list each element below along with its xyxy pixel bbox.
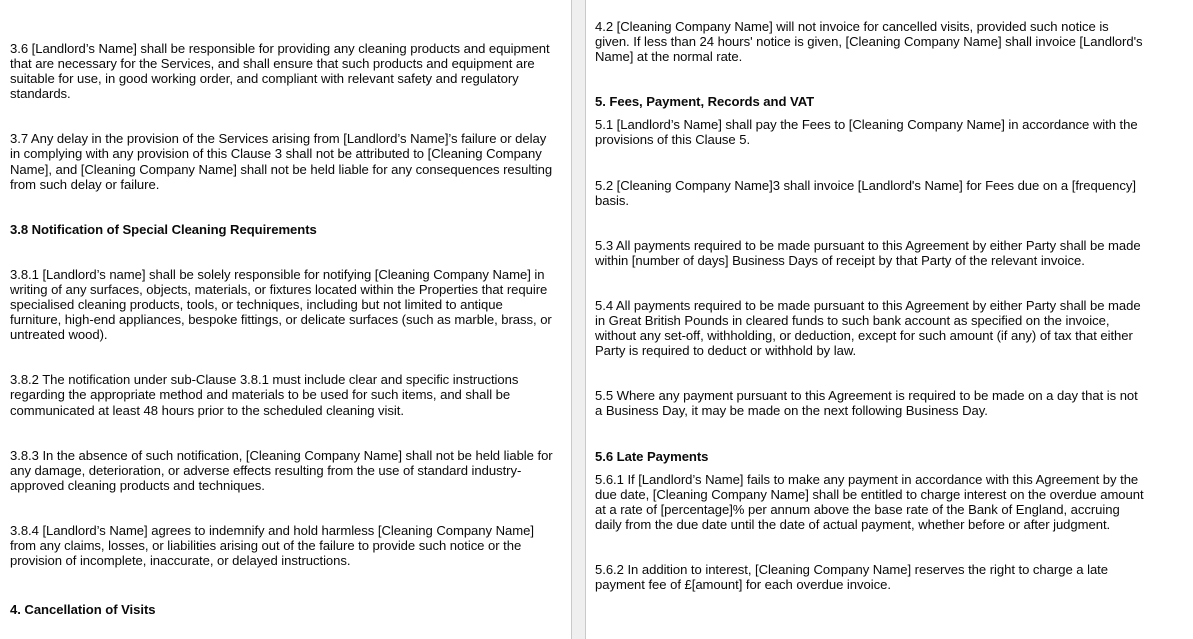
- paragraph-clause-3-8-4: 3.8.4 [Landlord’s Name] agrees to indemnify and hold harmless [Cleaning Company Name] from any claims, losses, or liabilities arising out of the failure to provide such notice or the provision of incomplete, inaccurate, or delayed instructions.: [10, 522, 534, 569]
- page-top-margin: [595, 0, 1145, 19]
- paragraph-clause-5-1: 5.1 [Landlord’s Name] shall pay the Fees to [Cleaning Company Name] in accordance with the provisions of this Clause 5.: [595, 117, 1138, 148]
- paragraph-gap: [595, 532, 1145, 562]
- paragraph-gap: [595, 358, 1145, 388]
- paragraph-gap: [595, 208, 1145, 238]
- paragraph-clause-5-3: 5.3 All payments required to be made pursuant to this Agreement by either Party shall be made within [number of days] Business Days of receipt by that Party of the relevant invoice.: [595, 237, 1141, 268]
- paragraph-clause-5-4: 5.4 All payments required to be made pursuant to this Agreement by either Party shall be made in Great British Pounds in cleared funds to such bank account as specified on the invoice, without any set-off, withholding, or deduction, except for such amount (if any) of tax that either Party is required to deduct or withhold by law.: [595, 297, 1141, 359]
- paragraph-gap: [595, 464, 1145, 472]
- paragraph-gap: [10, 418, 553, 448]
- paragraph-clause-3-6: 3.6 [Landlord’s Name] shall be responsible for providing any cleaning products and equipment that are necessary for the Services, and shall ensure that such products and equipment are suitable for use, in good working order, and compliant with relevant safety and regulatory standards.: [10, 41, 550, 102]
- paragraph-clause-5-6-1: 5.6.1 If [Landlord’s Name] fails to make any payment in accordance with this Agreement by the due date, [Cleaning Company Name] shall be entitled to charge interest on the overdue amount at a rate of [percentage]% per annum above the base rate of the Bank of England, accruing daily from the due date until the date of actual payment, whether before or after judgment.: [595, 471, 1144, 532]
- heading-4: 4. Cancellation of Visits: [10, 602, 156, 618]
- paragraph-gap: [595, 64, 1145, 94]
- paragraph-gap: [10, 493, 553, 523]
- document-page-right: [586, 0, 1193, 639]
- paragraph-gap: [10, 568, 553, 602]
- paragraph-clause-3-8-3: 3.8.3 In the absence of such notification, [Cleaning Company Name] shall not be held liable for any damage, deterioration, or adverse effects resulting from the use of standard industry-approved cleaning products and techniques.: [10, 447, 553, 493]
- paragraph-gap: [10, 237, 553, 267]
- heading-5: 5. Fees, Payment, Records and VAT: [595, 94, 815, 110]
- document-page-left: [0, 0, 571, 639]
- paragraph-clause-3-7: 3.7 Any delay in the provision of the Services arising from [Landlord’s Name]’s failure or delay in complying with any provision of this Clause 3 shall not be attributed to [Cleaning Company Name], and [Cleaning Company Name] shall not be held liable for any consequences resulting from such delay or failure.: [10, 131, 553, 192]
- paragraph-gap: [595, 419, 1145, 449]
- paragraph-gap: [10, 192, 553, 222]
- paragraph-clause-5-6-2: 5.6.2 In addition to interest, [Cleaning Company Name] reserves the right to charge a late payment fee of £[amount] for each overdue invoice.: [595, 561, 1108, 593]
- paragraph-gap: [10, 342, 553, 372]
- heading-3-8: 3.8 Notification of Special Cleaning Requirements: [10, 221, 317, 237]
- page-gutter-divider: [571, 0, 586, 639]
- paragraph-clause-5-5: 5.5 Where any payment pursuant to this Agreement is required to be made on a day that is not a Business Day, it may be made on the next following Business Day.: [595, 388, 1138, 419]
- heading-5-6: 5.6 Late Payments: [595, 448, 709, 464]
- paragraph-clause-4-2: 4.2 [Cleaning Company Name] will not invoice for cancelled visits, provided such notice is given. If less than 24 hours' notice is given, [Cleaning Company Name] shall invoice [Landlord's Name] at the normal rate.: [595, 19, 1143, 65]
- paragraph-clause-5-2: 5.2 [Cleaning Company Name]3 shall invoice [Landlord's Name] for Fees due on a [frequency] basis.: [595, 177, 1136, 208]
- page-top-margin: [10, 0, 553, 41]
- paragraph-gap: [595, 148, 1145, 178]
- paragraph-clause-3-8-1: 3.8.1 [Landlord’s name] shall be solely responsible for notifying [Cleaning Company Name] in writing of any surfaces, objects, materials, or fixtures located within the Properties that require specialised cleaning products, tools, or techniques, including but not limited to antique furniture, high-end appliances, bespoke fittings, or delicate surfaces (such as marble, brass, or untreated wood).: [10, 266, 552, 343]
- paragraph-gap: [10, 101, 553, 131]
- paragraph-gap: [595, 268, 1145, 298]
- paragraph-clause-3-8-2: 3.8.2 The notification under sub-Clause 3.8.1 must include clear and specific instructions regarding the appropriate method and materials to be used for such items, and shall be communicated at least 48 hours prior to the scheduled cleaning visit.: [10, 372, 519, 418]
- paragraph-gap: [595, 109, 1145, 117]
